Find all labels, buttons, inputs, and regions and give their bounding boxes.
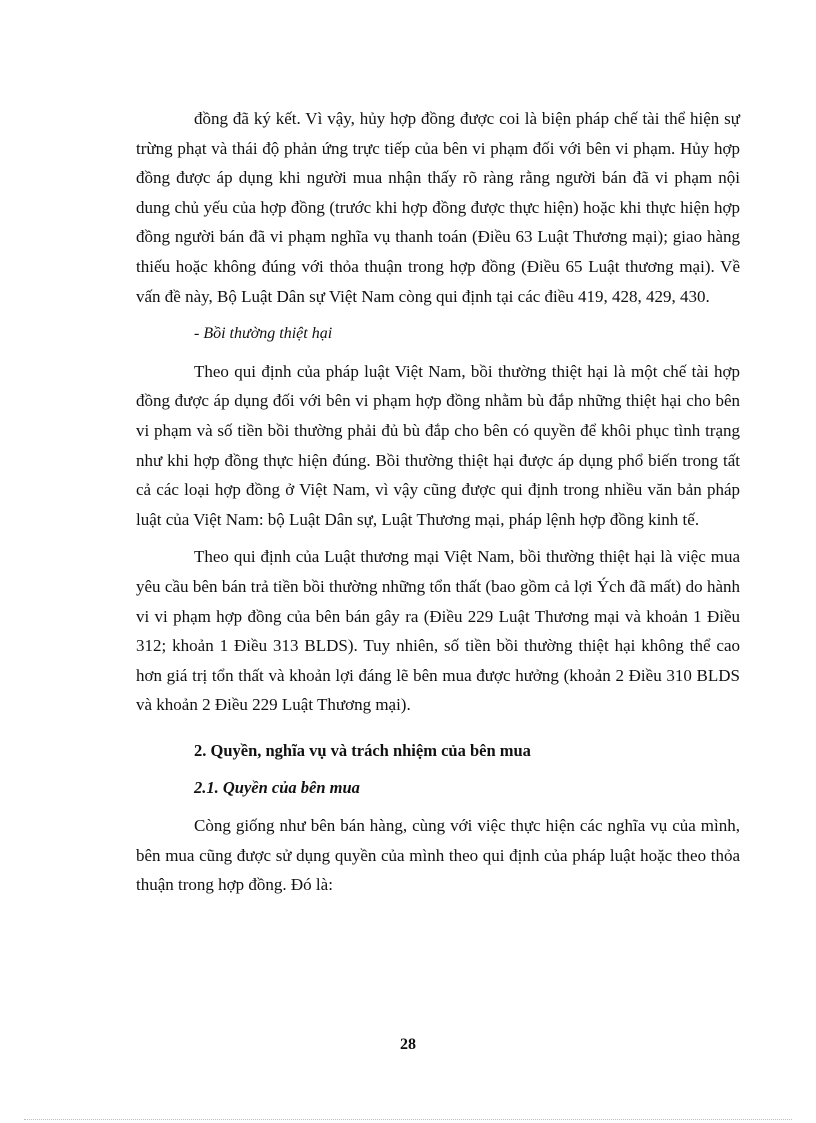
- page-number: 28: [400, 1036, 416, 1053]
- spacer: [136, 534, 740, 542]
- subsection-heading-buyer-rights: 2.1. Quyền của bên mua: [194, 778, 360, 798]
- document-page: [136, 104, 740, 900]
- section-heading-buyer-rights-obligations: 2. Quyền, nghĩa vụ và trách nhiệm của bên mua: [194, 740, 531, 760]
- spacer: [136, 349, 740, 357]
- paragraph-damages-definition: Theo qui định của pháp luật Việt Nam, bồi thường thiệt hại là một chế tài hợp đồng được áp dụng đối với bên vi phạm hợp đồng nhằm bù đắp những thiệt hại cho bên vi phạm và số tiền bồi thường phải đủ bù đắp cho bên có quyền để khôi phục tình trạng như khi hợp đồng thực hiện đúng. Bồi thường thiệt hại được áp dụng phổ biến trong tất cả các loại hợp đồng ở Việt Nam, vì vậy cũng được qui định trong nhiều văn bản pháp luật của Việt Nam: bộ Luật Dân sự, Luật Thương mại, pháp lệnh hợp đồng kinh tế.: [136, 361, 740, 529]
- subheading-damages: - Bồi thường thiệt hại: [194, 325, 333, 343]
- page-bottom-divider: [24, 1119, 792, 1120]
- paragraph-buyer-rights: Còng giống như bên bán hàng, cùng với việc thực hiện các nghĩa vụ của mình, bên mua cũng được sử dụng quyền của mình theo qui định của pháp luật hoặc theo thỏa thuận trong hợp đồng. Đó là:: [136, 816, 740, 895]
- paragraph-contract-cancellation: đồng đã ký kết. Vì vậy, hủy hợp đồng được coi là biện pháp chế tài thể hiện sự trừng phạt và thái độ phản ứng trực tiếp của bên vi phạm đối với bên vi phạm. Hủy hợp đồng được áp dụng khi người mua nhận thấy rõ ràng rằng người bán đã vi phạm nội dung chủ yếu của hợp đồng (trước khi hợp đồng được thực hiện) hoặc khi thực hiện hợp đồng người bán đã vi phạm nghĩa vụ thanh toán (Điều 63 Luật Thương mại); giao hàng thiếu hoặc không đúng với thỏa thuận trong hợp đồng (Điều 65 Luật thương mại). Về vấn đề này, Bộ Luật Dân sự Việt Nam còng qui định tại các điều 419, 428, 429, 430.: [136, 109, 740, 306]
- spacer: [136, 720, 740, 736]
- spacer: [136, 803, 740, 811]
- paragraph-damages-commercial-law: Theo qui định của Luật thương mại Việt Nam, bồi thường thiệt hại là việc mua yêu cầu bên bán trả tiền bồi thường những tổn thất (bao gồm cả lợi Ých đã mất) do hành vi vi phạm hợp đồng của bên bán gây ra (Điều 229 Luật Thương mại và khoản 1 Điều 312; khoản 1 Điều 313 BLDS). Tuy nhiên, số tiền bồi thường thiệt hại không thể cao hơn giá trị tổn thất và khoản lợi đáng lẽ bên mua được hưởng (khoản 2 Điều 310 BLDS và khoản 2 Điều 229 Luật Thương mại).: [136, 547, 740, 715]
- spacer: [136, 765, 740, 773]
- spacer: [136, 311, 740, 319]
